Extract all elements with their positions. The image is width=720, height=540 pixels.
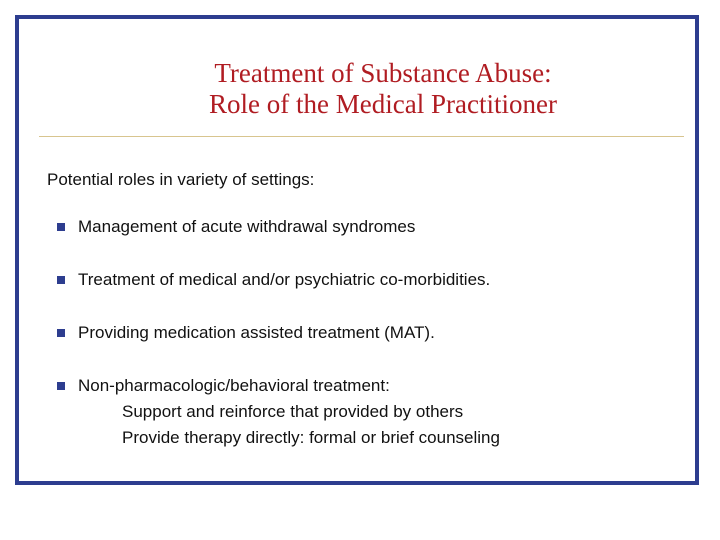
bullet-text: Treatment of medical and/or psychiatric co-morbidities. — [78, 270, 491, 289]
bullet-text: Providing medication assisted treatment (MAT). — [78, 323, 435, 342]
square-bullet-icon — [57, 276, 65, 284]
slide-frame — [15, 15, 699, 485]
bullet-text: Management of acute withdrawal syndromes — [78, 217, 416, 236]
square-bullet-icon — [57, 329, 65, 337]
intro-text: Potential roles in variety of settings: — [47, 170, 315, 189]
title-line-1: Treatment of Substance Abuse: — [214, 58, 552, 88]
bullet-text: Non-pharmacologic/behavioral treatment: — [78, 376, 390, 395]
title-line-2: Role of the Medical Practitioner — [209, 89, 557, 119]
sub-item-therapy: Provide therapy directly: formal or brief counseling — [122, 428, 500, 447]
sub-item-support: Support and reinforce that provided by others — [122, 402, 464, 421]
slide-title — [19, 58, 703, 120]
square-bullet-icon — [57, 382, 65, 390]
title-divider — [39, 136, 684, 137]
square-bullet-icon — [57, 223, 65, 231]
